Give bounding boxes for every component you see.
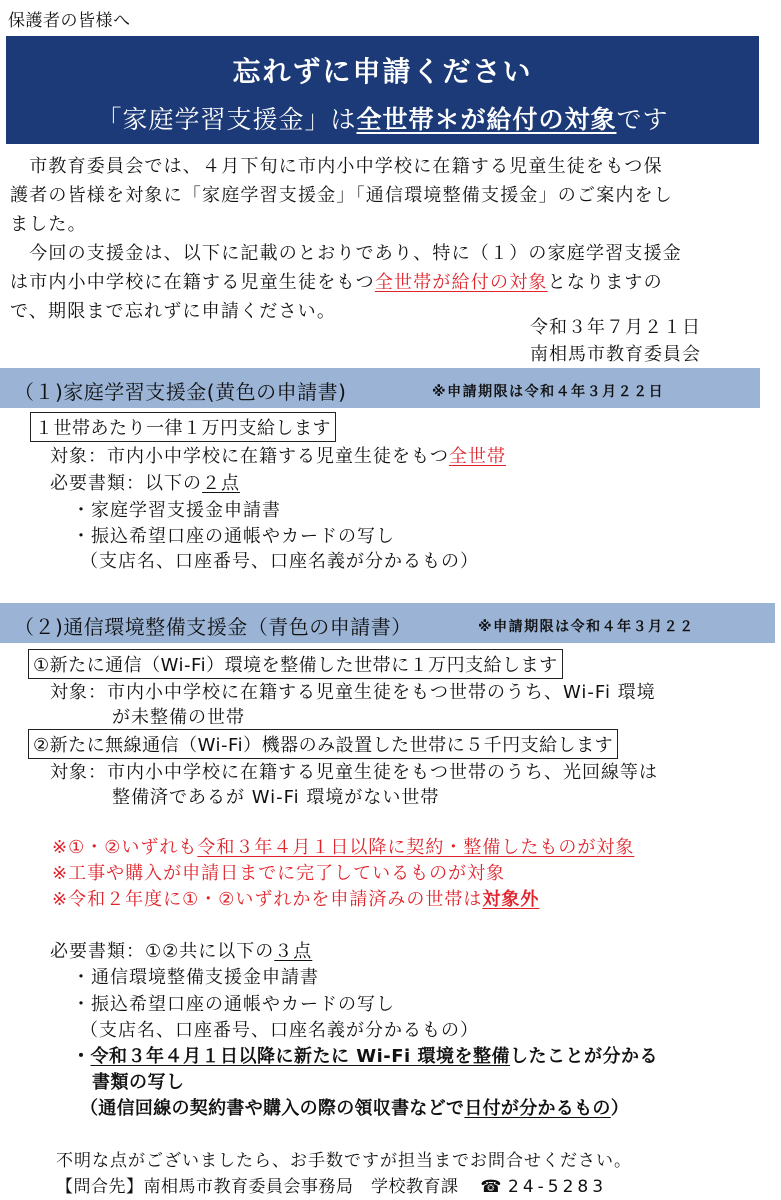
section2-header [0, 603, 775, 643]
section1-deadline: ※申請期限は令和４年３月２２日 [432, 384, 665, 400]
banner-subtitle-emphasis: 全世帯＊が給付の対象 [356, 105, 617, 134]
section2-note-3-pre: ※令和２年度に①・②いずれかを申請済みの世帯は [52, 889, 483, 910]
section2-target-2: 対象：市内小中学校に在籍する児童生徒をもつ世帯のうち、光回線等は [50, 762, 658, 783]
banner-subtitle [6, 100, 759, 136]
section2-deadline: ※申請期限は令和４年３月２２ [478, 619, 695, 635]
phone-icon: ☎ [480, 1177, 503, 1197]
section2-doc-3-note-pre: （通信回線の契約書や購入の際の領収書などで [80, 1098, 465, 1119]
section2-note-3 [52, 885, 539, 911]
intro-line-pre: は市内小中学校に在籍する児童生徒をもつ [10, 272, 375, 293]
section2-doc-3-note [80, 1094, 629, 1120]
section1-header [0, 368, 760, 408]
section2-docs-label: 必要書類：①②共に以下の [50, 941, 275, 962]
section2-amount-box-2: ②新たに無線通信（Wi-Fi）機器のみ設置した世帯に５千円支給します [28, 729, 618, 759]
issue-date: 令和３年７月２１日 [530, 317, 701, 338]
section2-doc-3-note-post: ） [610, 1098, 630, 1119]
section2-doc-item-3-cont: 書類の写し [92, 1072, 185, 1093]
footer-inquiry: 不明な点がございましたら、お手数ですが担当までお問合せください。 [56, 1151, 632, 1171]
section2-doc-item-3 [72, 1042, 658, 1068]
section1-target [50, 442, 506, 468]
title-banner [6, 36, 759, 144]
section2-target-1: 対象：市内小中学校に在籍する児童生徒をもつ世帯のうち、Wi-Fi 環境 [50, 682, 656, 703]
section2-docs [50, 937, 312, 963]
section2-title: （２)通信環境整備支援金（青色の申請書） [14, 615, 412, 639]
section1-target-text: 対象：市内小中学校に在籍する児童生徒をもつ [50, 446, 449, 467]
intro-line: 市教育委員会では、４月下旬に市内小中学校に在籍する児童生徒をもつ保 [10, 156, 663, 177]
section2-doc-3-note-emphasis: 日付が分かるもの [464, 1098, 611, 1119]
banner-title: 忘れずに申請ください [232, 55, 533, 88]
intro-text [10, 152, 770, 326]
section2-doc-note: （支店名、口座番号、口座名義が分かるもの） [80, 1020, 479, 1041]
section2-target-2-cont: 整備済であるが Wi-Fi 環境がない世帯 [112, 787, 440, 808]
section2-doc-item: ・振込希望口座の通帳やカードの写し [72, 994, 395, 1015]
section2-docs-count: ３点 [274, 941, 313, 962]
banner-subtitle-post: です [616, 105, 669, 134]
section2-doc-3-post: したことが分かる [510, 1046, 658, 1067]
intro-line [10, 268, 770, 297]
phone-number: 24-5283 [508, 1177, 608, 1197]
section2-note-1 [52, 833, 634, 859]
section1-docs-count: ２点 [202, 473, 240, 494]
contact-label: 【問合先】南相馬市教育委員会事務局 学校教育課 [56, 1177, 459, 1197]
section1-title: （１)家庭学習支援金(黄色の申請書) [14, 380, 347, 404]
section1-docs [50, 469, 240, 495]
section2-note-1-emphasis: 令和３年４月１日以降に契約・整備したものが対象 [197, 837, 635, 858]
section1-doc-item: ・家庭学習支援金申請書 [72, 500, 281, 521]
banner-subtitle-pre: 「家庭学習支援金」は [96, 105, 357, 134]
section2-doc-3-bullet: ・ [72, 1046, 91, 1067]
section2-target-1-cont: が未整備の世帯 [112, 707, 245, 728]
footer-contact [56, 1172, 607, 1197]
section1-docs-label: 必要書類：以下の [50, 473, 202, 494]
intro-line: ました。 [10, 214, 87, 235]
section1-doc-note: （支店名、口座番号、口座名義が分かるもの） [80, 551, 479, 572]
issuer: 南相馬市教育委員会 [530, 344, 701, 365]
section2-doc-3-emphasis: 令和３年４月１日以降に新たに Wi-Fi 環境を整備 [90, 1046, 510, 1067]
greeting: 保護者の皆様へ [8, 11, 131, 31]
intro-line: 今回の支援金は、以下に記載のとおりであり、特に（１）の家庭学習支援金 [10, 243, 682, 264]
all-households-emphasis: 全世帯が給付の対象 [374, 272, 548, 293]
intro-line: 護者の皆様を対象に「家庭学習支援金」「通信環境整備支援金」のご案内をし [10, 185, 673, 206]
intro-line-post: となりますの [547, 272, 663, 293]
section1-doc-item: ・振込希望口座の通帳やカードの写し [72, 526, 395, 547]
section1-amount-box: １世帯あたり一律１万円支給します [30, 412, 336, 442]
section2-note-3-emphasis: 対象外 [482, 889, 540, 910]
section1-target-emphasis: 全世帯 [449, 446, 506, 467]
intro-line: で、期限まで忘れずに申請ください。 [10, 301, 337, 322]
section2-note-1-pre: ※①・②いずれも [52, 837, 198, 858]
section2-doc-item: ・通信環境整備支援金申請書 [72, 967, 319, 988]
section2-amount-box-1: ①新たに通信（Wi-Fi）環境を整備した世帯に１万円支給します [28, 649, 563, 679]
section2-note-2: ※工事や購入が申請日までに完了しているものが対象 [52, 863, 506, 884]
